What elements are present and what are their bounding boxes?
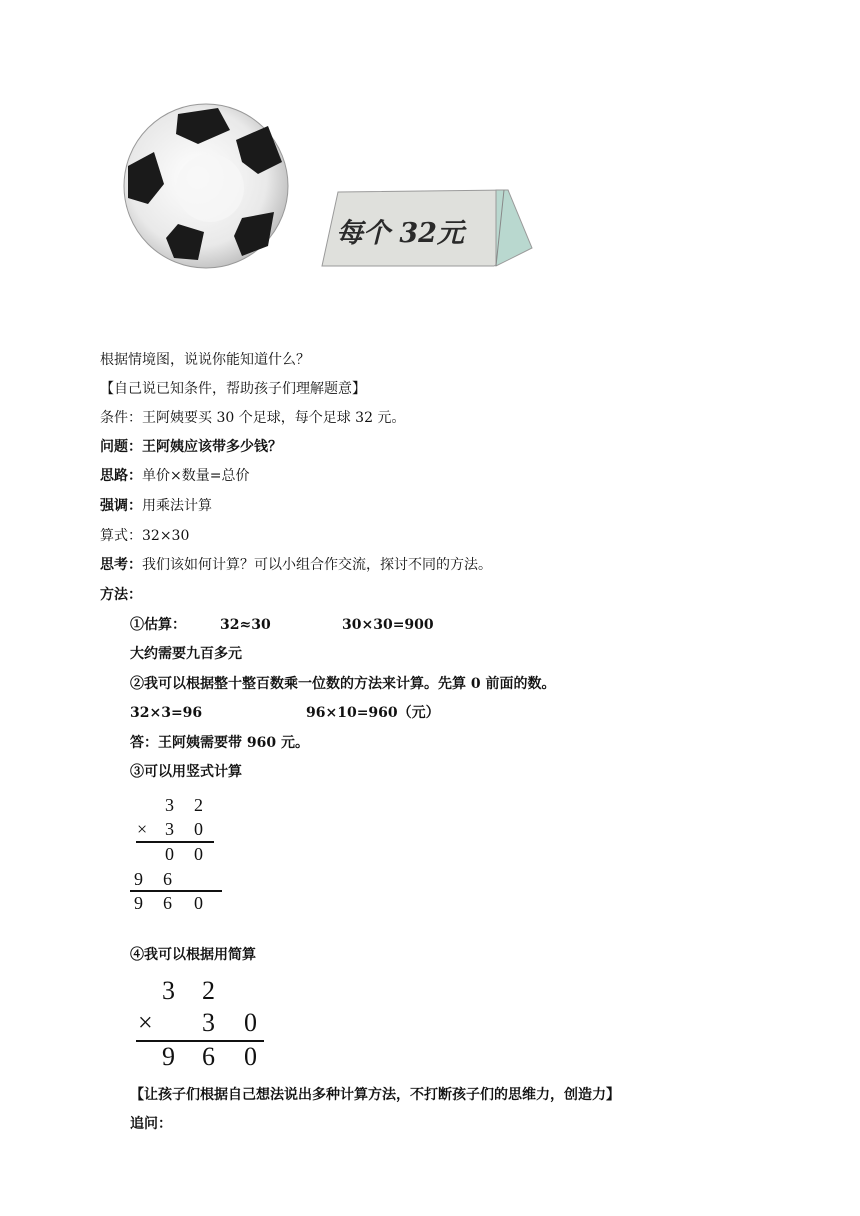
note-known-conditions: 【自己说已知条件，帮助孩子们理解题意】 xyxy=(100,381,366,397)
short-row1-ones: 2 xyxy=(202,976,215,1005)
formula-line: 算式：32×30 xyxy=(100,528,190,544)
emphasis-label: 强调： xyxy=(100,498,142,514)
condition-line: 条件：王阿姨要买 30 个足球，每个足球 32 元。 xyxy=(100,410,406,426)
long-row2-tens: 3 xyxy=(165,819,174,839)
long-row4-tens: 6 xyxy=(163,869,172,889)
long-row1-tens: 3 xyxy=(165,795,174,815)
emphasis-line xyxy=(100,497,212,515)
short-row1-tens: 3 xyxy=(162,976,175,1005)
think-text: 我们该如何计算？可以小组合作交流，探讨不同的方法。 xyxy=(142,557,492,573)
emphasis-text: 用乘法计算 xyxy=(142,498,212,514)
idea-label: 思路： xyxy=(100,468,142,484)
price-sign-text: 每个 32元 xyxy=(336,218,464,249)
short-row3-tens: 6 xyxy=(202,1042,215,1071)
short-row2-ones: 0 xyxy=(244,1008,257,1037)
method2-step1: 32×3=96 xyxy=(130,705,203,721)
long-row5-hundreds: 9 xyxy=(134,893,143,913)
price-sign xyxy=(318,186,536,270)
long-row2-ones: 0 xyxy=(194,819,203,839)
method1-conclusion: 大约需要九百多元 xyxy=(130,646,242,662)
intro-line: 根据情境图，说说你能知道什么？ xyxy=(100,352,310,368)
idea-line xyxy=(100,467,249,485)
soccer-ball-image xyxy=(118,100,294,272)
long-row5-ones: 0 xyxy=(194,893,203,913)
short-row2-tens: 3 xyxy=(202,1008,215,1037)
method2-label: ②我可以根据整十整百数乘一位数的方法来计算。先算 0 前面的数。 xyxy=(130,676,556,692)
long-row5-tens: 6 xyxy=(163,893,172,913)
short-rule xyxy=(136,1040,264,1042)
long-row3-ones: 0 xyxy=(194,844,203,864)
method1-product: 30×30=900 xyxy=(342,617,434,633)
long-row4-hundreds: 9 xyxy=(134,869,143,889)
long-rule-1 xyxy=(136,841,214,843)
method1-label: ①估算： xyxy=(130,617,186,633)
question-line: 问题：王阿姨应该带多少钱？ xyxy=(100,439,282,455)
followup-label: 追问： xyxy=(130,1116,172,1132)
closing-note: 【让孩子们根据自己想法说出多种计算方法，不打断孩子们的思维力，创造力】 xyxy=(130,1087,620,1103)
idea-text: 单价×数量=总价 xyxy=(142,468,250,484)
method1-approx: 32≈30 xyxy=(220,617,271,633)
short-row2-times: × xyxy=(138,1008,153,1037)
method2-answer: 答：王阿姨需要带 960 元。 xyxy=(130,735,309,751)
think-label: 思考： xyxy=(100,557,142,573)
long-row1-ones: 2 xyxy=(194,795,203,815)
long-row2-times: × xyxy=(137,819,148,839)
short-row3-hundreds: 9 xyxy=(162,1042,175,1071)
methods-label: 方法： xyxy=(100,587,142,603)
think-line xyxy=(100,556,492,574)
method2-step2: 96×10=960（元） xyxy=(306,705,440,721)
method4-label: ④我可以根据用简算 xyxy=(130,947,256,963)
long-rule-2 xyxy=(130,890,222,892)
method3-label: ③可以用竖式计算 xyxy=(130,764,242,780)
short-row3-ones: 0 xyxy=(244,1042,257,1071)
long-row3-tens: 0 xyxy=(165,844,174,864)
